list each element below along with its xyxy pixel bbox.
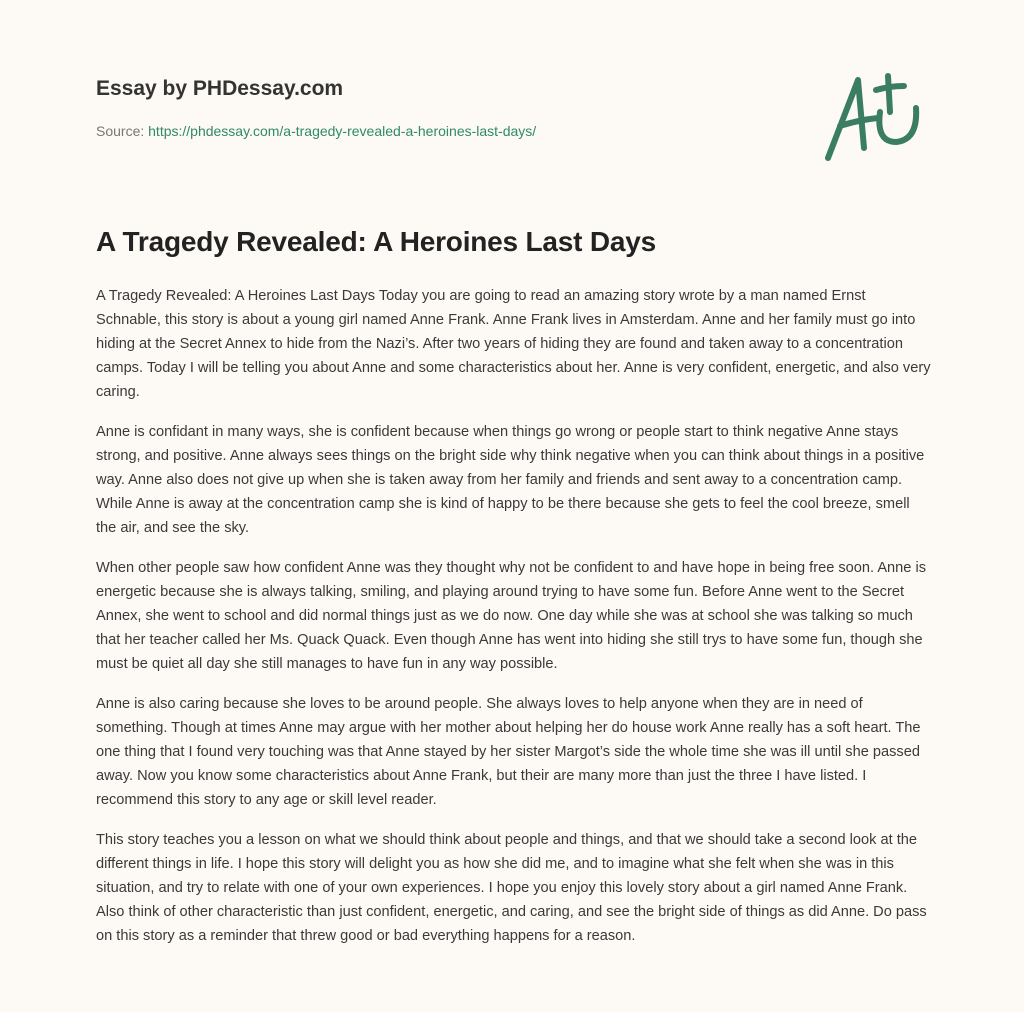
a-plus-logo-icon: [818, 68, 930, 164]
paragraph: Anne is also caring because she loves to be around people. She always loves to help anyone when they are in need of something. Though at times Anne may argue with her mother about helping her do house work Anne really has a soft heart. The one thing that I found very touching was that Anne stayed by her sister Margot’s side the whole time she was ill until she passed away. Now you know some characteristics about Anne Frank, but their are many more than just the three I have listed. I recommend this story to any age or skill level reader.: [96, 696, 921, 808]
article-title: A Tragedy Revealed: A Heroines Last Days: [96, 226, 656, 257]
paragraph: This story teaches you a lesson on what we should think about people and things, and that we should take a second look at the different things in life. I hope this story will delight you as how she did me, and to imagine what she felt when she was in this situation, and try to relate with one of your own experiences. I hope you enjoy this lovely story about a girl named Anne Frank. Also think of other characteristic than just confident, energetic, and caring, and see the bright side of things as did Anne. Do pass on this story as a reminder that threw good or bad everything happens for a reason.: [96, 832, 927, 944]
paragraph: When other people saw how confident Anne was they thought why not be confident to and have hope in being free soon. Anne is energetic because she is always talking, smiling, and playing around trying to have some fun. Before Anne went to the Secret Annex, she went to school and did normal things just as we do now. One day while she was at school she was talking so much that her teacher called her Ms. Quack Quack. Even though Anne has went into hiding she still trys to have some fun, though she must be quiet all day she still manages to have fun in any way possible.: [96, 560, 926, 672]
paragraph: Anne is confidant in many ways, she is confident because when things go wrong or people start to think negative Anne stays strong, and positive. Anne always sees things on the bright side why think negative when you can think about things in a positive way. Anne also does not give up when she is taken away from her family and friends and sent away to a concentration camp. While Anne is away at the concentration camp she is kind of happy to be there because she gets to feel the cool breeze, smell the air, and see the sky.: [96, 424, 925, 536]
source-link[interactable]: https://phdessay.com/a-tragedy-revealed-a-heroines-last-days/: [148, 123, 537, 139]
source-line: [96, 123, 536, 139]
article-body: [96, 284, 932, 964]
source-label: Source:: [96, 123, 145, 139]
paragraph: A Tragedy Revealed: A Heroines Last Days Today you are going to read an amazing story wrote by a man named Ernst Schnable, this story is about a young girl named Anne Frank. Anne Frank lives in Amsterdam. Anne and her family must go into hiding at the Secret Annex to hide from the Nazi’s. After two years of hiding they are found and taken away to a concentration camps. Today I will be telling you about Anne and some characteristics about her. Anne is very confident, energetic, and also very caring.: [96, 288, 931, 400]
site-title: Essay by PHDessay.com: [96, 77, 344, 100]
